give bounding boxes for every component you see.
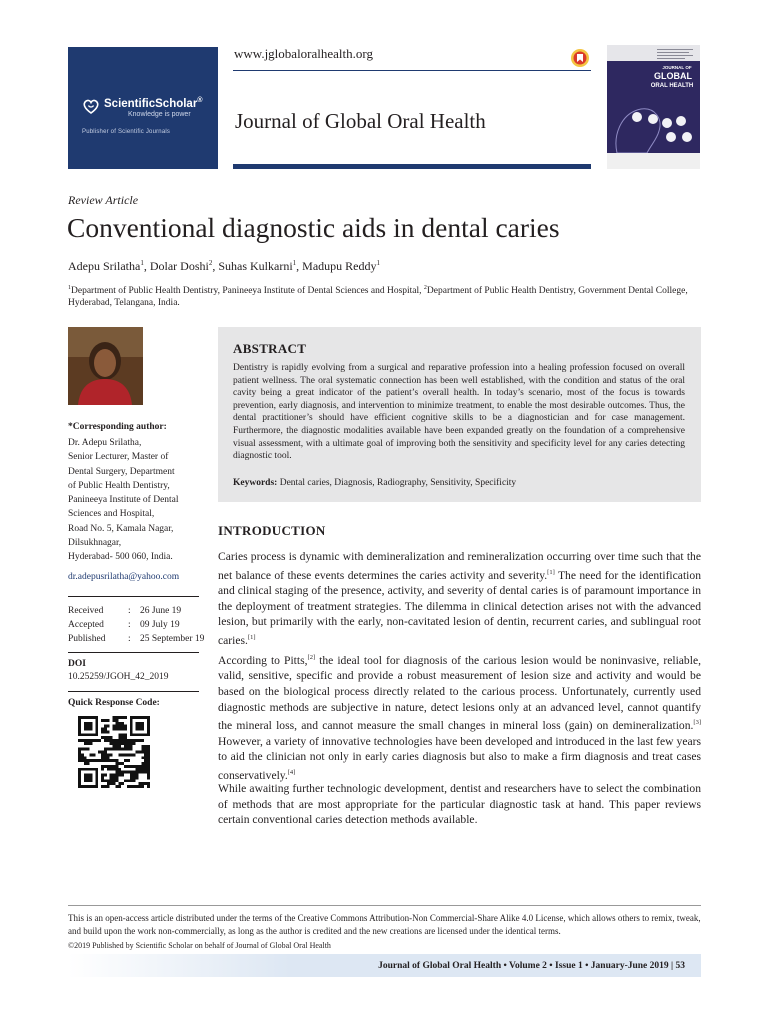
author-portrait-icon — [68, 327, 143, 405]
publisher-tagline: Knowledge is power — [128, 111, 191, 118]
footer-divider — [68, 905, 701, 906]
author-name[interactable]: Suhas Kulkarni — [218, 259, 293, 273]
date-accepted: Accepted : 09 July 19 — [68, 620, 180, 630]
article-title: Conventional diagnostic aids in dental caries — [67, 212, 560, 243]
running-footer: Journal of Global Oral Health • Volume 2 • Issue 1 • January-June 2019 | 53 — [378, 961, 685, 971]
header-divider — [233, 70, 591, 71]
keywords — [233, 478, 685, 488]
cover-header-strip — [607, 45, 700, 61]
author-name[interactable]: Dolar Doshi — [149, 259, 209, 273]
affiliations: $^1$Department of Public Health Dentistry, Panineeya Institute of Dental Sciences and Hospital, $^2$Department of Public Health Dentistry, Government Dental College, Hyderabad, Telangana, India. — [68, 285, 688, 309]
author-name[interactable]: Madupu Reddy — [302, 259, 377, 273]
cover-title-line1: JOURNAL OF — [662, 65, 692, 70]
copyright-note: ©2019 Published by Scientific Scholar on behalf of Journal of Global Oral Health — [68, 941, 331, 950]
publisher-description: Publisher of Scientific Journals — [82, 129, 171, 135]
article-type: Review Article — [68, 193, 139, 207]
date-received: Received : 26 June 19 — [68, 606, 182, 616]
publication-dates — [68, 604, 204, 646]
license-note: This is an open-access article distributed under the terms of the Creative Commons Attribution-Non Commercial-Share Alike 4.0 License, which allows others to remix, tweak, and build upon the work non-commercially, as long as the author is credited and the new creations are licensed under the identical terms. — [68, 913, 701, 936]
introduction-heading: INTRODUCTION — [218, 523, 326, 538]
body-paragraph: According to Pitts,[2] the ideal tool for diagnosis of the carious lesion would be noninvasive, reliable, valid, sensitive, specific and provide a robust measurement of lesion size and activity and would be based on the biological process directly related to the carious process. Unfortunately, currently used diagnostic methods are subjective in nature, detect lesions only at an advanced level, cannot quantify the mineral loss, and cannot measure the small changes in mineral loss (gain) on demineralization.[3] However, a variety of innovative technologies have been developed and introduced in the last few years to aid the clinician not only in early caries diagnosis but also to make a firm diagnosis and treat cases conservatively.[4] — [218, 653, 701, 782]
doi-label: DOI — [68, 659, 86, 669]
journal-title: Journal of Global Oral Health — [235, 109, 486, 133]
citation-ref[interactable]: [3] — [693, 719, 701, 727]
publisher-logo — [68, 47, 218, 169]
citation-ref[interactable]: [1] — [247, 633, 256, 641]
author-email-link[interactable]: dr.adepusrilatha@yahoo.com — [68, 572, 180, 582]
publisher-name: ScientificScholar® — [104, 97, 203, 110]
author-list: Adepu Srilatha$^1$, Dolar Doshi$^2$, Suhas Kulkarni$^1$, Madupu Reddy$^1$ — [68, 259, 380, 273]
author-photo — [68, 327, 143, 405]
keywords-list: Dental caries, Diagnosis, Radiography, Sensitivity, Specificity — [279, 478, 517, 488]
corresponding-author-address: Dr. Adepu Srilatha, Senior Lecturer, Master of Dental Surgery, Department of Public Health Dentistry, Panineeya Institute of Dental Sciences and Hospital, Road No. 5, Kamala Nagar, Dilsukhnagar, Hyderabad- 500 060, India. — [68, 438, 179, 563]
citation-ref[interactable]: [4] — [287, 768, 296, 776]
keywords-label: Keywords: — [233, 478, 278, 488]
abstract-heading: ABSTRACT — [233, 341, 307, 356]
sidebar-divider — [68, 691, 199, 692]
corresponding-author-label: *Corresponding author: — [68, 422, 167, 432]
cover-title-line2: GLOBAL — [654, 71, 692, 81]
cover-artwork-icon — [607, 95, 700, 153]
cover-title-line3: ORAL HEALTH — [650, 83, 694, 89]
sidebar-divider — [68, 652, 199, 653]
qr-code-icon[interactable] — [78, 716, 150, 788]
scientificscholar-logo-icon — [82, 97, 100, 115]
citation-ref[interactable]: [2] — [307, 654, 316, 661]
crossmark-icon[interactable] — [570, 48, 590, 68]
body-paragraph: While awaiting further technologic development, dentist and researchers have to select the combination of methods that are most appropriate for the particular diagnostic task at hand. This paper reviews certain conventional caries detection methods available. — [218, 782, 701, 827]
date-published: Published : 25 September 19 — [68, 634, 205, 644]
journal-url[interactable]: www.jglobaloralhealth.org — [234, 46, 373, 61]
body-paragraph: Caries process is dynamic with demineralization and remineralization occurring over time such that the net balance of these events determines the caries activity and severity.[1] The need for the identification and clinical staging of the presence, activity, and severity of dental caries is of paramount importance in the deployment of treatment strategies. The dilemma in clinical detection arises not with the advanced lesion, but primarily with the early, non-cavitated lesion of dentin, recurrent caries, and sublingual root caries.[1] — [218, 550, 701, 647]
abstract-text: Dentistry is rapidly evolving from a surgical and reparative profession into a healing profession focused on overall patient wellness. The oral systematic connection has been well established, with the condition and status of the oral cavity being a great indicator of the patient’s overall health. In today’s scenario, most of the focus is towards prevention, early diagnosis, and intervention to minimize treatment, to enable the most desirable outcomes. Thus, the dental practitioner’s should have efficient cognitive skills to be a diagnostician and for case management. Furthermore, the diagnostic modalities available have been expanded greatly on the foundation of a comprehensive visual assessment, with a ultimate goal of improving both the sensitivity and specificity level for any caries detecting diagnostic tool. — [233, 363, 685, 462]
sidebar-divider — [68, 596, 199, 597]
author-name[interactable]: Adepu Srilatha — [68, 259, 141, 273]
citation-ref[interactable]: [1] — [547, 568, 555, 576]
cover-footer-strip — [607, 153, 700, 169]
doi-link[interactable]: 10.25259/JGOH_42_2019 — [68, 672, 169, 682]
journal-cover-image — [607, 45, 700, 169]
qr-code-label: Quick Response Code: — [68, 698, 160, 708]
title-divider — [233, 164, 591, 169]
